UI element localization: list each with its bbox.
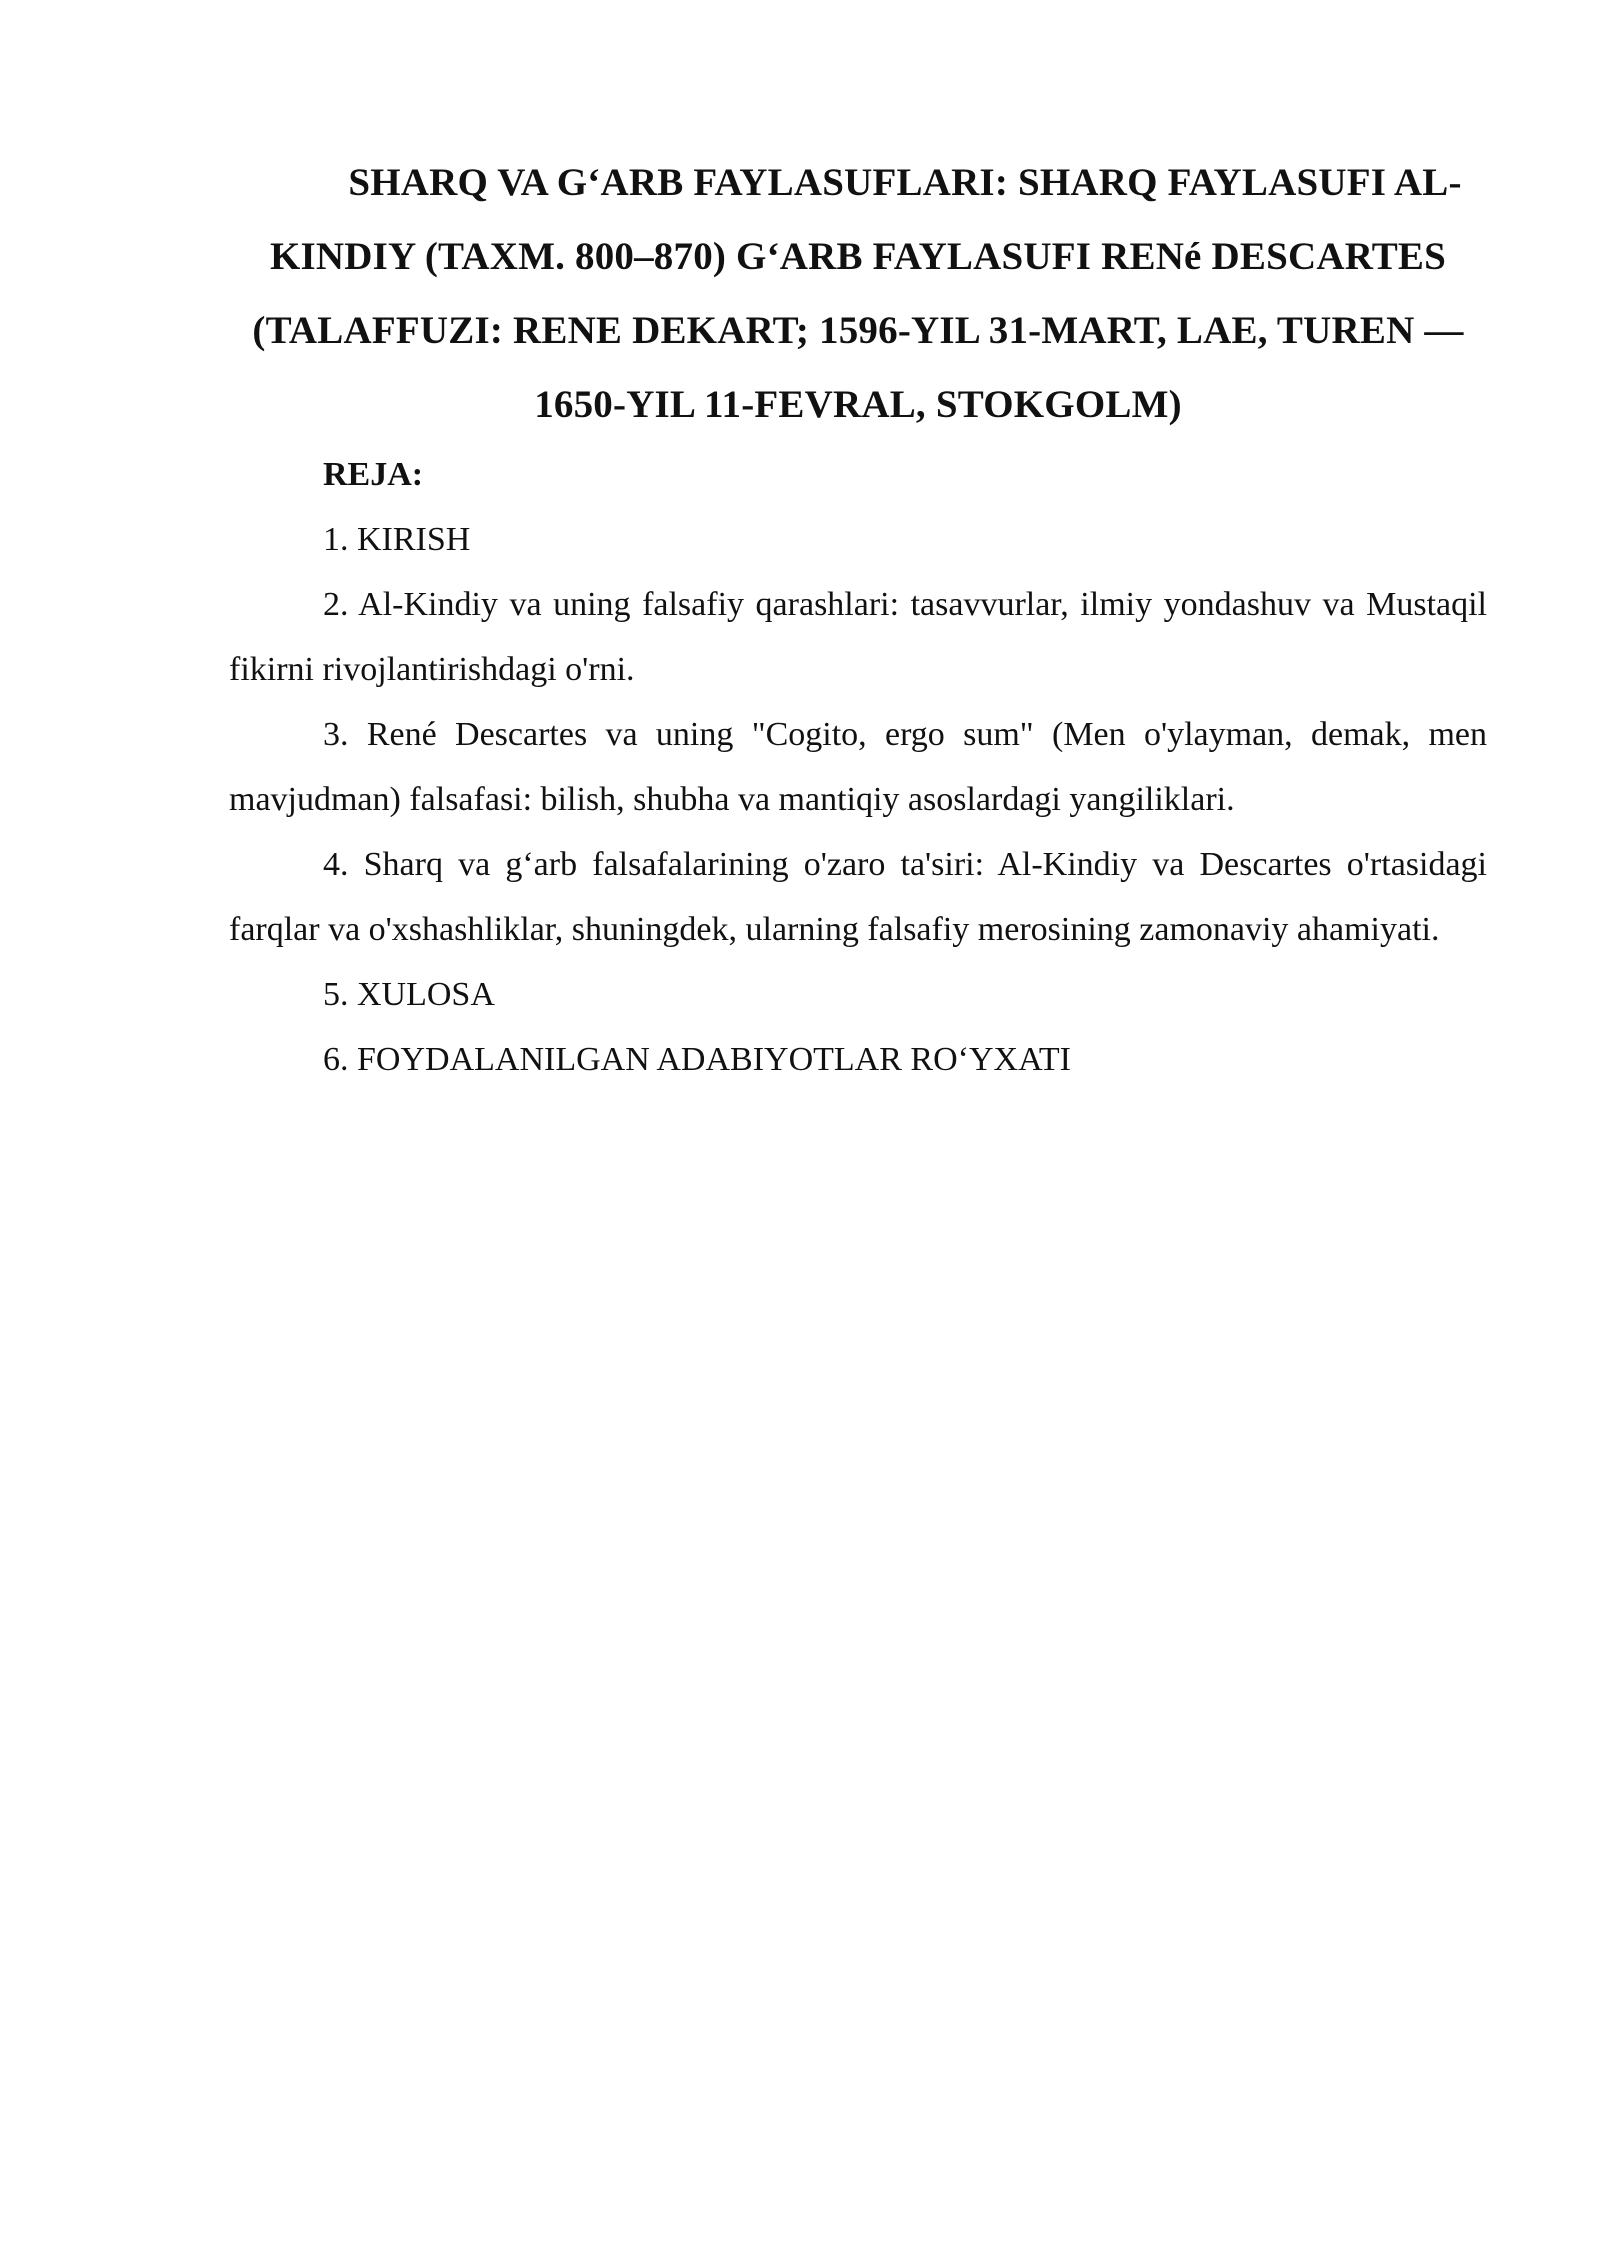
- document-title: SHARQ VA G‘ARB FAYLASUFLARI: SHARQ FAYLASUFI AL-KINDIY (TAXM. 800–870) G‘ARB FAYLASUFI RENé DESCARTES (TALAFFUZI: RENE DEKART; 1596-YIL 31-MART, LAE, TUREN — 1650-YIL 11-FEVRAL, STOKGOLM): [252, 161, 1464, 426]
- page-content: [229, 146, 1487, 1092]
- plan-item-conclusion: 5. XULOSA: [323, 976, 495, 1013]
- plan-item-introduction: 1. KIRISH: [323, 521, 471, 558]
- plan-item-references: 6. FOYDALANILGAN ADABIYOTLAR RO‘YXATI: [323, 1041, 1071, 1078]
- plan-item-descartes: 3. René Descartes va uning "Cogito, ergo sum" (Men o'ylayman, demak, men mavjudman) falsafasi: bilish, shubha va mantiqiy asoslardagi yangiliklari.: [229, 716, 1487, 818]
- plan-heading: REJA:: [323, 456, 424, 493]
- plan-item-al-kindi: 2. Al-Kindiy va uning falsafiy qarashlari: tasavvurlar, ilmiy yondashuv va Mustaqil fikirni rivojlantirishdagi o'rni.: [229, 586, 1487, 688]
- plan-item-comparison: 4. Sharq va g‘arb falsafalarining o'zaro ta'siri: Al-Kindiy va Descartes o'rtasidagi farqlar va o'xshashliklar, shuningdek, ularning falsafiy merosining zamonaviy ahamiyati.: [229, 846, 1487, 948]
